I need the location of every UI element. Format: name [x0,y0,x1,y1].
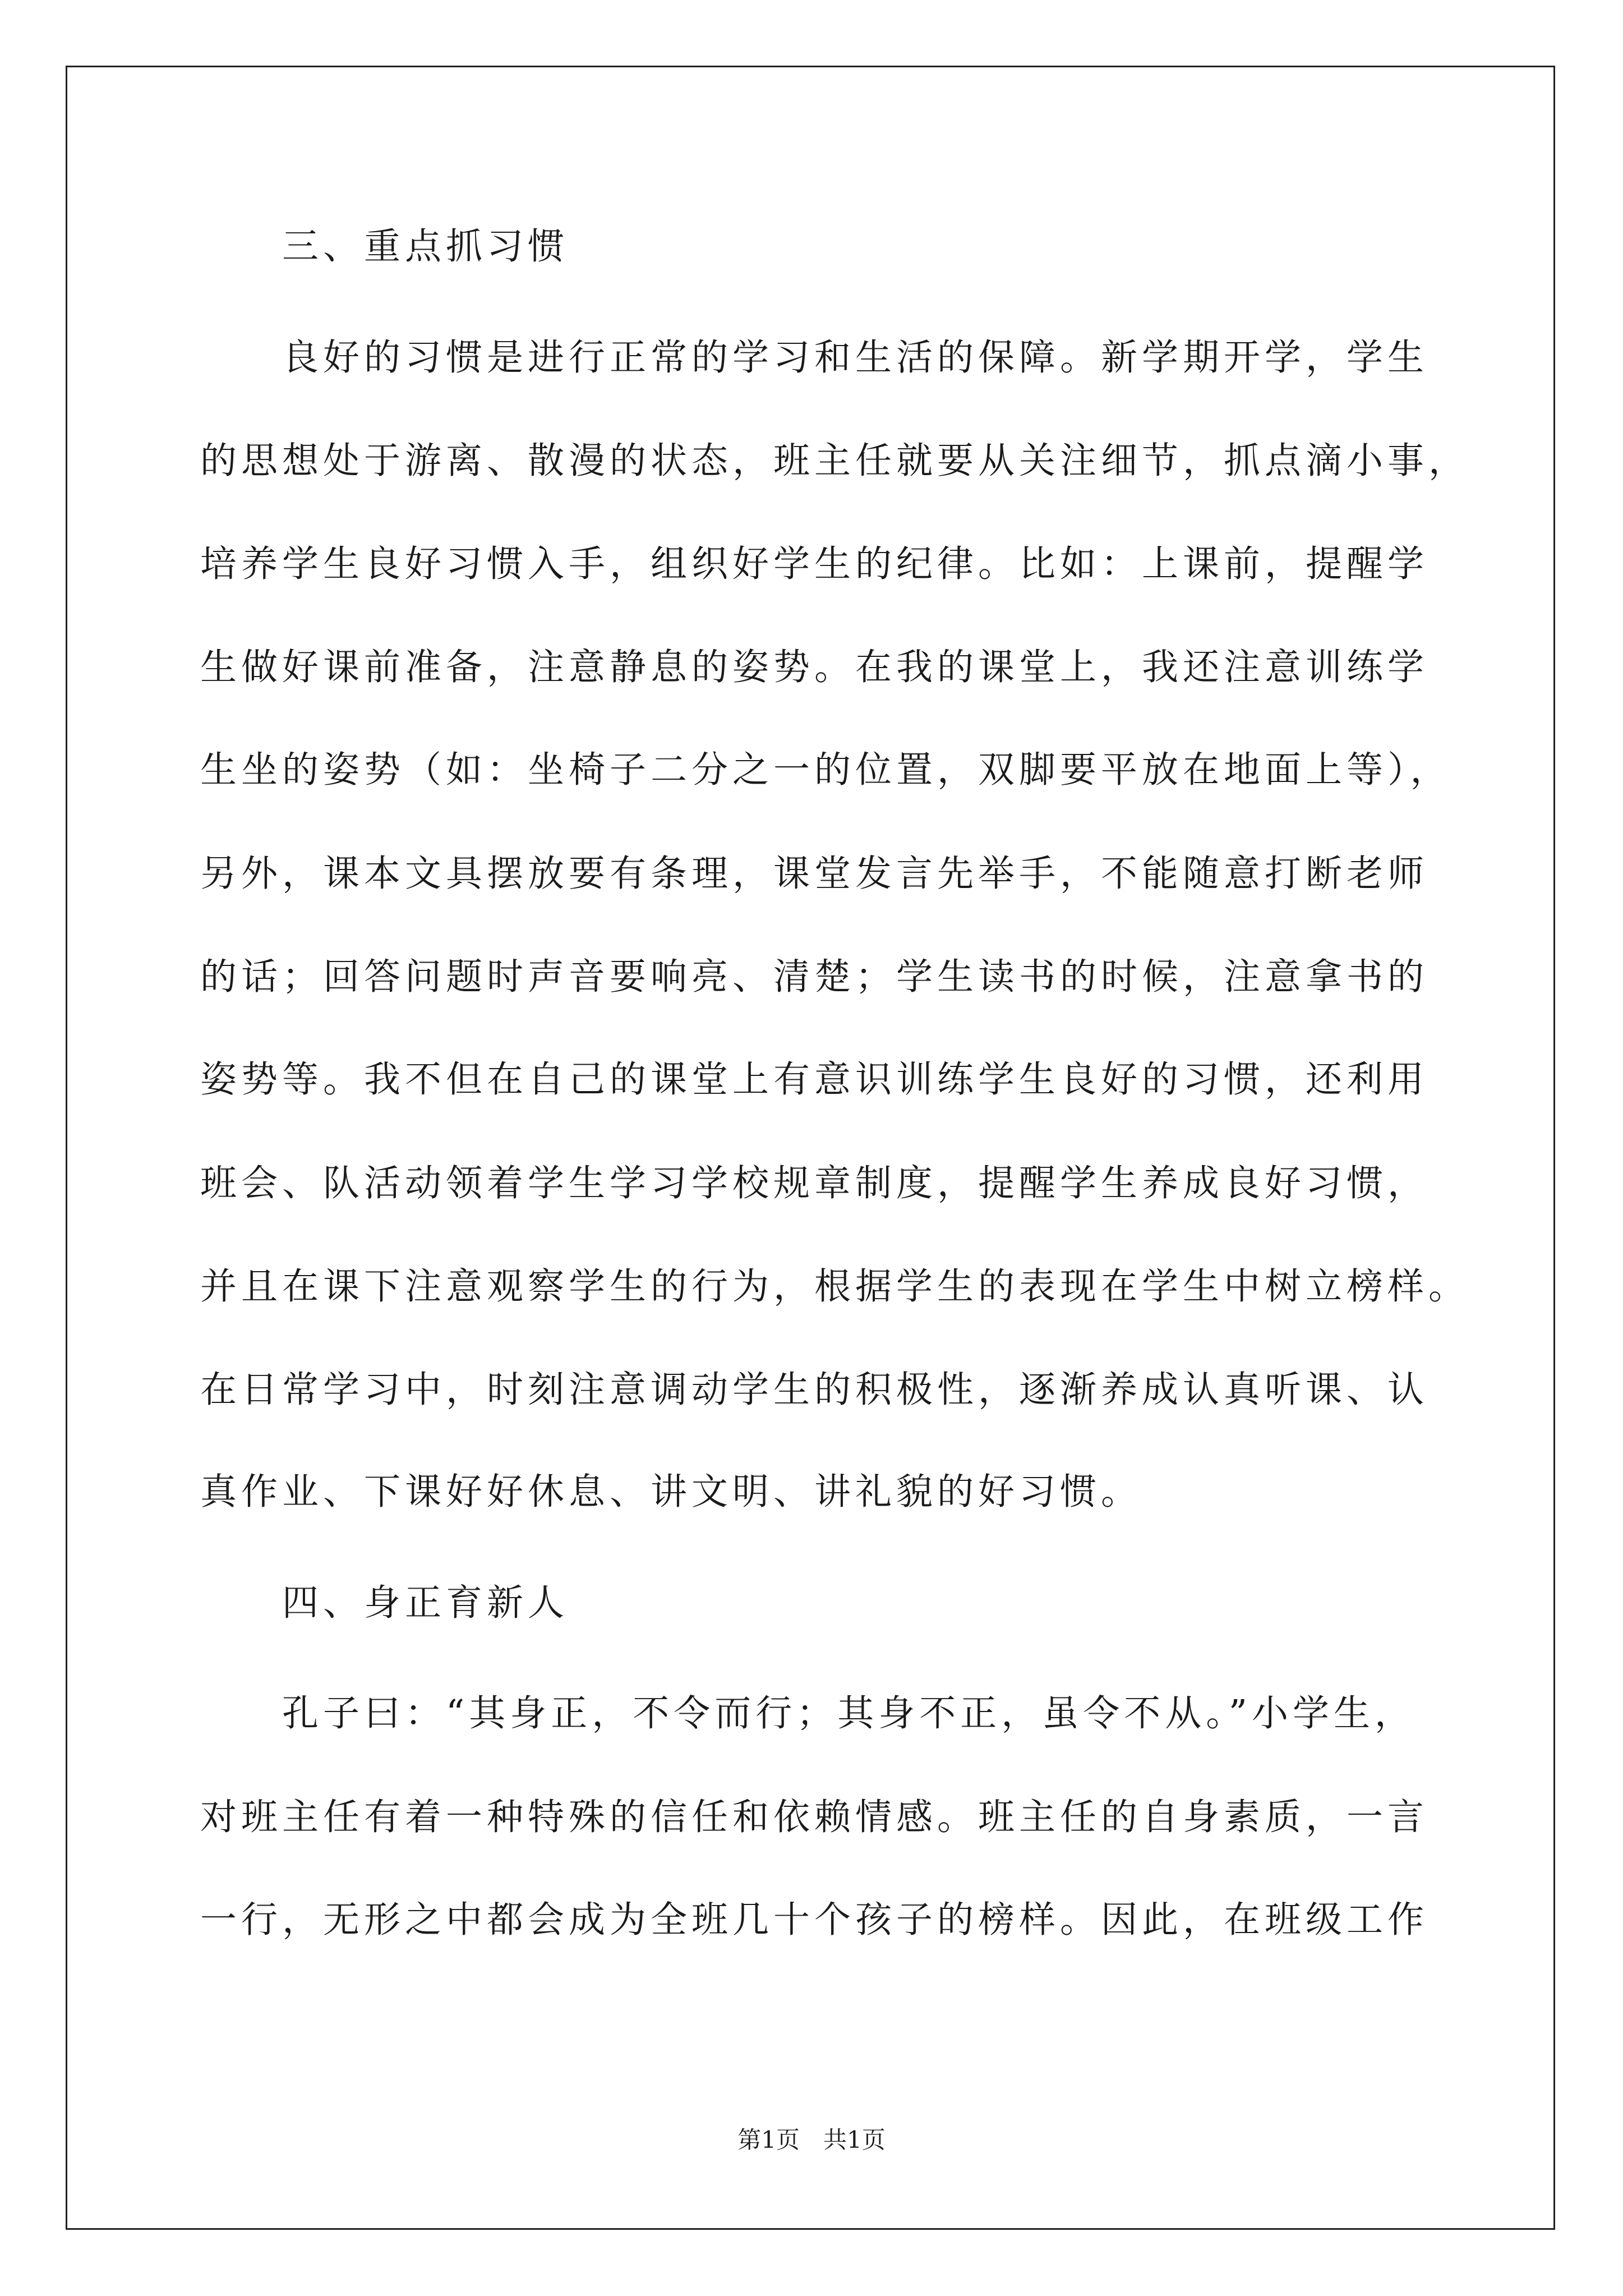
paragraph-line: 孔子曰：“其身正，不令而行；其身不正，虽令不从。”小学生， [200,1692,1415,1734]
paragraph-line: 培养学生良好习惯入手，组织好学生的纪律。比如：上课前，提醒学 [200,543,1429,585]
paragraph-line: 对班主任有着一种特殊的信任和依赖情感。班主任的自身素质，一言 [200,1796,1429,1838]
paragraph-line: 良好的习惯是进行正常的学习和生活的保障。新学期开学，学生 [200,337,1429,379]
paragraph-line: 在日常学习中，时刻注意调动学生的积极性，逐渐养成认真听课、认 [200,1369,1429,1411]
paragraph-line: 姿势等。我不但在自己的课堂上有意识训练学生良好的习惯，还利用 [200,1059,1429,1101]
heading-section-3: 三、重点抓习惯 [200,226,569,268]
page-footer: 第1页 共1页 [737,2126,886,2154]
paragraph-line: 班会、队活动领着学生学习学校规章制度，提醒学生养成良好习惯， [200,1162,1429,1204]
paragraph-line: 的思想处于游离、散漫的状态，班主任就要从关注细节，抓点滴小事， [200,440,1470,482]
paragraph-line: 并且在课下注意观察学生的行为，根据学生的表现在学生中树立榜样。 [200,1266,1470,1308]
paragraph-line: 生坐的姿势（如：坐椅子二分之一的位置，双脚要平放在地面上等）， [200,749,1451,791]
paragraph-line: 真作业、下课好好休息、讲文明、讲礼貌的好习惯。 [200,1471,1142,1513]
paragraph-line: 另外，课本文具摆放要有条理，课堂发言先举手，不能随意打断老师 [200,853,1429,895]
heading-section-4: 四、身正育新人 [200,1582,569,1624]
paragraph-line: 的话；回答问题时声音要响亮、清楚；学生读书的时候，注意拿书的 [200,956,1429,998]
paragraph-line: 一行，无形之中都会成为全班几十个孩子的榜样。因此，在班级工作 [200,1899,1429,1941]
paragraph-line: 生做好课前准备，注意静息的姿势。在我的课堂上，我还注意训练学 [200,646,1429,688]
